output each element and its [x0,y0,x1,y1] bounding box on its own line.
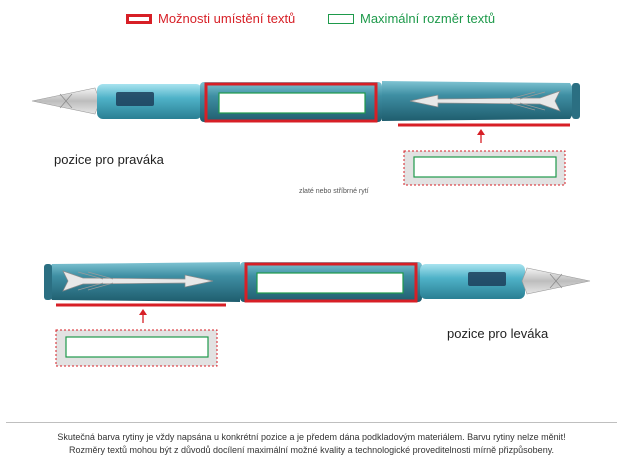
legend-red-swatch [126,14,152,24]
legend-max-size [328,11,495,26]
arrow-up-icon [477,129,485,143]
arrow-up-icon [139,309,147,323]
nib [522,268,590,294]
caption-left-handed: pozice pro leváka [447,326,549,341]
footer-note [0,431,623,457]
legend-max-size-label: Maximální rozměr textů [360,11,496,26]
caption-right-handed: pozice pro praváka [54,152,164,167]
cap-end [44,264,52,300]
divider [6,422,617,423]
pen-left-handed [0,252,623,377]
nib [32,88,100,114]
max-text-area-cap [414,157,556,177]
ink-window [116,92,154,106]
legend-placement [126,11,295,26]
max-text-area-cap [66,337,208,357]
ink-window [468,272,506,286]
pen-right-handed [0,68,623,198]
max-text-area-barrel [257,273,403,293]
max-text-area-barrel [219,93,365,113]
cap-end [572,83,580,119]
footer-line-1: Skutečná barva rytiny je vždy napsána u konkrétní pozice a je předem dána podkladovým materiálem. Barvu rytiny nelze měnit! [57,432,566,442]
engraving-note: zlaté nebo stříbrné rytí [299,188,369,195]
legend-green-swatch [328,14,354,24]
legend-placement-label: Možnosti umístění textů [158,11,296,26]
footer-line-2: Rozměry textů mohou být z důvodů docílení maximální možné kvality a technologické proveditelnosti mírně přizpůsobeny. [68,445,555,455]
